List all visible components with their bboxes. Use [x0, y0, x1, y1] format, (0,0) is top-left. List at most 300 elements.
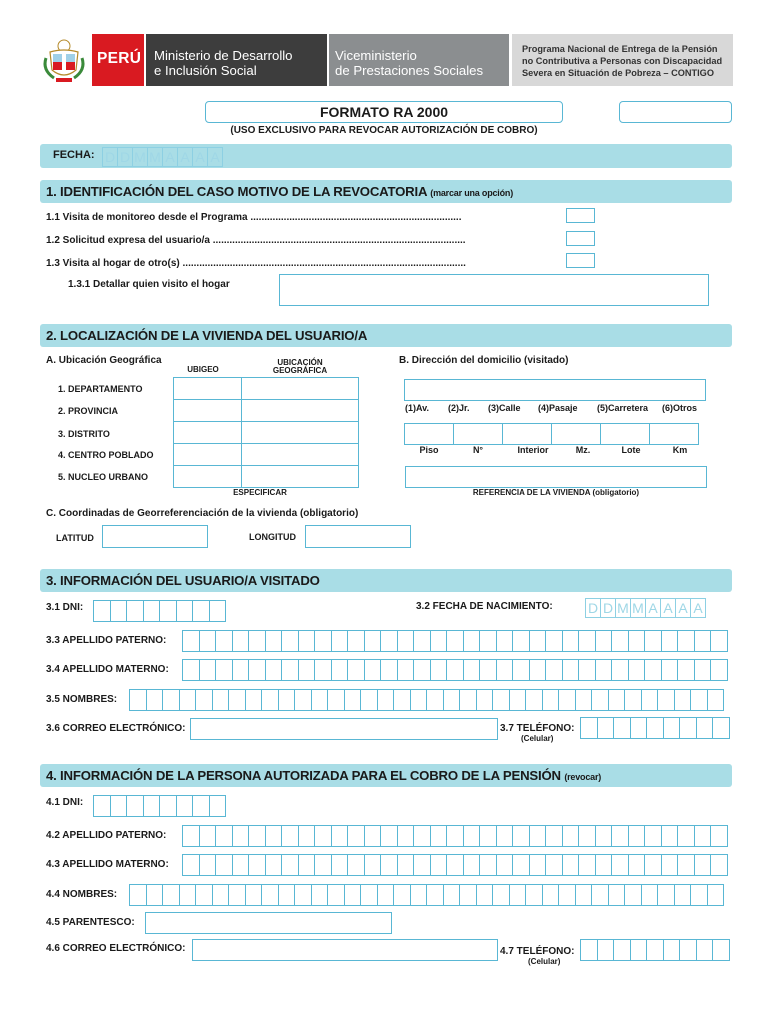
char-cell[interactable]: [463, 854, 481, 876]
piso-input[interactable]: [404, 423, 454, 445]
viceministry-block: [329, 34, 509, 86]
s4-dni-input[interactable]: [93, 795, 225, 817]
char-cell[interactable]: [545, 659, 563, 681]
char-cell[interactable]: [195, 884, 213, 906]
char-cell[interactable]: [410, 689, 428, 711]
char-cell[interactable]: [248, 659, 266, 681]
char-cell[interactable]: [644, 825, 662, 847]
char-cell[interactable]: [413, 630, 431, 652]
char-cell[interactable]: [245, 689, 263, 711]
char-cell[interactable]: [578, 825, 596, 847]
char-cell[interactable]: [545, 854, 563, 876]
char-cell[interactable]: [710, 825, 728, 847]
char-cell[interactable]: [311, 689, 329, 711]
char-cell[interactable]: [232, 825, 250, 847]
char-cell[interactable]: [215, 630, 233, 652]
km-input[interactable]: [649, 423, 699, 445]
char-cell[interactable]: [595, 825, 613, 847]
char-cell[interactable]: [360, 884, 378, 906]
detail-input[interactable]: [279, 274, 709, 306]
char-cell[interactable]: [479, 659, 497, 681]
form-subtitle: (USO EXCLUSIVO PARA REVOCAR AUTORIZACIÓN DE COBRO): [230, 125, 538, 136]
char-cell[interactable]: [525, 689, 543, 711]
form-title: FORMATO RA 2000: [319, 104, 449, 120]
char-cell[interactable]: [182, 659, 200, 681]
char-cell[interactable]: [613, 939, 631, 961]
char-cell[interactable]: [377, 689, 395, 711]
char-cell[interactable]: [591, 689, 609, 711]
char-cell[interactable]: [248, 854, 266, 876]
option-1-2-checkbox[interactable]: [566, 231, 595, 246]
ubigeo-cell[interactable]: [174, 422, 242, 444]
char-cell[interactable]: [364, 825, 382, 847]
char-cell[interactable]: [558, 689, 576, 711]
char-cell[interactable]: [298, 659, 316, 681]
address-parts-row: [404, 423, 698, 445]
fecha-label: FECHA:: [53, 149, 95, 161]
char-cell[interactable]: [265, 825, 283, 847]
char-cell[interactable]: [661, 854, 679, 876]
char-cell[interactable]: [162, 689, 180, 711]
char-cell[interactable]: [298, 630, 316, 652]
char-cell[interactable]: [397, 825, 415, 847]
char-cell[interactable]: [212, 689, 230, 711]
char-cell[interactable]: [228, 689, 246, 711]
char-cell[interactable]: [430, 659, 448, 681]
char-cell[interactable]: [410, 884, 428, 906]
char-cell[interactable]: [529, 630, 547, 652]
char-cell[interactable]: [562, 630, 580, 652]
ubigeo-cell[interactable]: [174, 444, 242, 466]
char-cell[interactable]: [146, 689, 164, 711]
char-cell[interactable]: [314, 659, 332, 681]
char-cell[interactable]: [611, 630, 629, 652]
char-cell[interactable]: [182, 630, 200, 652]
char-cell[interactable]: [663, 939, 681, 961]
vice-line-2: de Prestaciones Sociales: [335, 63, 484, 78]
char-cell[interactable]: [509, 689, 527, 711]
char-cell[interactable]: [509, 884, 527, 906]
char-cell[interactable]: [710, 659, 728, 681]
char-cell[interactable]: [496, 630, 514, 652]
s3-telefono-input[interactable]: [580, 717, 729, 739]
char-cell[interactable]: [595, 854, 613, 876]
char-cell[interactable]: [476, 689, 494, 711]
ubicacion-cell[interactable]: [242, 378, 359, 400]
char-cell[interactable]: [248, 825, 266, 847]
char-cell[interactable]: [195, 689, 213, 711]
s3-ap-materno-input[interactable]: [182, 659, 727, 681]
date-digit: D: [600, 598, 616, 618]
char-cell[interactable]: [331, 630, 349, 652]
char-cell[interactable]: [677, 825, 695, 847]
char-cell[interactable]: [327, 689, 345, 711]
char-cell[interactable]: [146, 884, 164, 906]
interior-input[interactable]: [502, 423, 552, 445]
via-carretera: (5)Carretera: [597, 403, 649, 413]
char-cell[interactable]: [232, 659, 250, 681]
char-cell[interactable]: [707, 689, 725, 711]
char-cell[interactable]: [644, 630, 662, 652]
longitud-label: LONGITUD: [249, 532, 296, 542]
char-cell[interactable]: [595, 659, 613, 681]
char-cell[interactable]: [159, 795, 177, 817]
char-cell[interactable]: [644, 854, 662, 876]
char-cell[interactable]: [314, 630, 332, 652]
char-cell[interactable]: [679, 939, 697, 961]
form-code-box[interactable]: [619, 101, 732, 123]
s4-telefono-input[interactable]: [580, 939, 729, 961]
char-cell[interactable]: [446, 854, 464, 876]
char-cell[interactable]: [562, 854, 580, 876]
char-cell[interactable]: [360, 689, 378, 711]
char-cell[interactable]: [479, 854, 497, 876]
char-cell[interactable]: [578, 630, 596, 652]
char-cell[interactable]: [199, 659, 217, 681]
char-cell[interactable]: [624, 689, 642, 711]
char-cell[interactable]: [591, 884, 609, 906]
char-cell[interactable]: [311, 884, 329, 906]
date-digit: A: [162, 147, 178, 167]
char-cell[interactable]: [677, 630, 695, 652]
char-cell[interactable]: [347, 825, 365, 847]
char-cell[interactable]: [529, 659, 547, 681]
char-cell[interactable]: [630, 717, 648, 739]
char-cell[interactable]: [110, 600, 128, 622]
char-cell[interactable]: [558, 884, 576, 906]
char-cell[interactable]: [694, 630, 712, 652]
char-cell[interactable]: [393, 689, 411, 711]
char-cell[interactable]: [126, 600, 144, 622]
char-cell[interactable]: [347, 630, 365, 652]
char-cell[interactable]: [430, 854, 448, 876]
s3-fecha-nac-input[interactable]: [585, 598, 705, 618]
ubicacion-cell[interactable]: [242, 466, 359, 488]
char-cell[interactable]: [644, 659, 662, 681]
char-cell[interactable]: [575, 689, 593, 711]
char-cell[interactable]: [294, 689, 312, 711]
char-cell[interactable]: [529, 825, 547, 847]
char-cell[interactable]: [209, 600, 227, 622]
char-cell[interactable]: [199, 854, 217, 876]
char-cell[interactable]: [327, 884, 345, 906]
char-cell[interactable]: [479, 825, 497, 847]
char-cell[interactable]: [628, 630, 646, 652]
char-cell[interactable]: [298, 825, 316, 847]
char-cell[interactable]: [562, 825, 580, 847]
char-cell[interactable]: [463, 630, 481, 652]
char-cell[interactable]: [657, 884, 675, 906]
char-cell[interactable]: [143, 795, 161, 817]
option-1-1-checkbox[interactable]: [566, 208, 595, 223]
char-cell[interactable]: [265, 630, 283, 652]
coordenadas-label: C. Coordinadas de Georreferenciación de la vivienda (obligatorio): [46, 508, 359, 519]
char-cell[interactable]: [628, 659, 646, 681]
char-cell[interactable]: [364, 630, 382, 652]
char-cell[interactable]: [663, 717, 681, 739]
char-cell[interactable]: [331, 854, 349, 876]
char-cell[interactable]: [364, 659, 382, 681]
char-cell[interactable]: [661, 659, 679, 681]
char-cell[interactable]: [93, 600, 111, 622]
char-cell[interactable]: [443, 884, 461, 906]
char-cell[interactable]: [496, 854, 514, 876]
ubicacion-cell[interactable]: [242, 444, 359, 466]
char-cell[interactable]: [199, 630, 217, 652]
char-cell[interactable]: [162, 884, 180, 906]
char-cell[interactable]: [413, 825, 431, 847]
char-cell[interactable]: [479, 630, 497, 652]
char-cell[interactable]: [712, 717, 730, 739]
char-cell[interactable]: [525, 884, 543, 906]
char-cell[interactable]: [215, 854, 233, 876]
s3-celular-label: (Celular): [521, 734, 554, 743]
char-cell[interactable]: [542, 884, 560, 906]
char-cell[interactable]: [176, 795, 194, 817]
char-cell[interactable]: [628, 825, 646, 847]
char-cell[interactable]: [476, 884, 494, 906]
char-cell[interactable]: [595, 630, 613, 652]
section4-note: (revocar): [564, 772, 602, 782]
char-cell[interactable]: [331, 825, 349, 847]
char-cell[interactable]: [608, 689, 626, 711]
char-cell[interactable]: [347, 659, 365, 681]
lote-input[interactable]: [600, 423, 650, 445]
char-cell[interactable]: [459, 884, 477, 906]
char-cell[interactable]: [344, 689, 362, 711]
char-cell[interactable]: [679, 717, 697, 739]
char-cell[interactable]: [443, 689, 461, 711]
char-cell[interactable]: [413, 659, 431, 681]
char-cell[interactable]: [179, 884, 197, 906]
char-cell[interactable]: [463, 825, 481, 847]
char-cell[interactable]: [426, 689, 444, 711]
char-cell[interactable]: [611, 825, 629, 847]
char-cell[interactable]: [143, 600, 161, 622]
char-cell[interactable]: [677, 854, 695, 876]
char-cell[interactable]: [512, 825, 530, 847]
char-cell[interactable]: [192, 795, 210, 817]
char-cell[interactable]: [463, 659, 481, 681]
char-cell[interactable]: [215, 659, 233, 681]
char-cell[interactable]: [657, 689, 675, 711]
option-1-3-label: 1.3 Visita al hogar de otro(s) ......................................................................................................: [46, 258, 466, 269]
vice-line-1: Viceministerio: [335, 48, 417, 63]
char-cell[interactable]: [430, 630, 448, 652]
char-cell[interactable]: [129, 884, 147, 906]
char-cell[interactable]: [710, 854, 728, 876]
char-cell[interactable]: [397, 659, 415, 681]
char-cell[interactable]: [212, 884, 230, 906]
char-cell[interactable]: [492, 884, 510, 906]
char-cell[interactable]: [110, 795, 128, 817]
char-cell[interactable]: [298, 854, 316, 876]
char-cell[interactable]: [397, 630, 415, 652]
especificar-label: ESPECIFICAR: [233, 488, 287, 497]
ubigeo-cell[interactable]: [174, 378, 242, 400]
ubigeo-cell[interactable]: [174, 400, 242, 422]
char-cell[interactable]: [179, 689, 197, 711]
longitud-input[interactable]: [305, 525, 411, 548]
char-cell[interactable]: [380, 854, 398, 876]
char-cell[interactable]: [446, 630, 464, 652]
option-1-3-checkbox[interactable]: [566, 253, 595, 268]
char-cell[interactable]: [496, 659, 514, 681]
ubigeo-cell[interactable]: [174, 466, 242, 488]
char-cell[interactable]: [710, 630, 728, 652]
s4-celular-label: (Celular): [528, 957, 561, 966]
char-cell[interactable]: [129, 689, 147, 711]
char-cell[interactable]: [597, 717, 615, 739]
char-cell[interactable]: [529, 854, 547, 876]
char-cell[interactable]: [248, 630, 266, 652]
char-cell[interactable]: [426, 884, 444, 906]
char-cell[interactable]: [674, 689, 692, 711]
char-cell[interactable]: [492, 689, 510, 711]
char-cell[interactable]: [446, 825, 464, 847]
char-cell[interactable]: [575, 884, 593, 906]
char-cell[interactable]: [126, 795, 144, 817]
char-cell[interactable]: [459, 689, 477, 711]
char-cell[interactable]: [228, 884, 246, 906]
char-cell[interactable]: [661, 825, 679, 847]
char-cell[interactable]: [690, 884, 708, 906]
char-cell[interactable]: [232, 854, 250, 876]
char-cell[interactable]: [199, 825, 217, 847]
char-cell[interactable]: [646, 939, 664, 961]
char-cell[interactable]: [245, 884, 263, 906]
char-cell[interactable]: [393, 884, 411, 906]
char-cell[interactable]: [215, 825, 233, 847]
char-cell[interactable]: [545, 825, 563, 847]
s4-ap-materno-input[interactable]: [182, 854, 727, 876]
latitud-input[interactable]: [102, 525, 208, 548]
via-otros: (6)Otros: [662, 403, 698, 413]
char-cell[interactable]: [281, 825, 299, 847]
char-cell[interactable]: [364, 854, 382, 876]
char-cell[interactable]: [380, 630, 398, 652]
char-cell[interactable]: [641, 884, 659, 906]
char-cell[interactable]: [278, 884, 296, 906]
char-cell[interactable]: [496, 825, 514, 847]
char-cell[interactable]: [182, 825, 200, 847]
char-cell[interactable]: [624, 884, 642, 906]
fecha-date-input[interactable]: [102, 147, 222, 167]
char-cell[interactable]: [694, 659, 712, 681]
char-cell[interactable]: [344, 884, 362, 906]
s4-parentesco-input[interactable]: [145, 912, 392, 934]
char-cell[interactable]: [628, 854, 646, 876]
char-cell[interactable]: [265, 659, 283, 681]
char-cell[interactable]: [377, 884, 395, 906]
char-cell[interactable]: [232, 630, 250, 652]
char-cell[interactable]: [712, 939, 730, 961]
char-cell[interactable]: [630, 939, 648, 961]
s4-correo-input[interactable]: [192, 939, 498, 961]
char-cell[interactable]: [192, 600, 210, 622]
char-cell[interactable]: [159, 600, 177, 622]
char-cell[interactable]: [696, 939, 714, 961]
char-cell[interactable]: [578, 659, 596, 681]
char-cell[interactable]: [314, 854, 332, 876]
char-cell[interactable]: [578, 854, 596, 876]
char-cell[interactable]: [380, 825, 398, 847]
direccion-input[interactable]: [404, 379, 706, 401]
char-cell[interactable]: [182, 854, 200, 876]
char-cell[interactable]: [562, 659, 580, 681]
s4-ap-paterno-input[interactable]: [182, 825, 727, 847]
char-cell[interactable]: [542, 689, 560, 711]
row-centro-poblado: 4. CENTRO POBLADO: [58, 450, 154, 460]
char-cell[interactable]: [611, 854, 629, 876]
char-cell[interactable]: [677, 659, 695, 681]
date-digit: D: [102, 147, 118, 167]
char-cell[interactable]: [430, 825, 448, 847]
char-cell[interactable]: [294, 884, 312, 906]
char-cell[interactable]: [597, 939, 615, 961]
char-cell[interactable]: [281, 630, 299, 652]
char-cell[interactable]: [93, 795, 111, 817]
char-cell[interactable]: [265, 854, 283, 876]
char-cell[interactable]: [694, 825, 712, 847]
char-cell[interactable]: [707, 884, 725, 906]
char-cell[interactable]: [261, 689, 279, 711]
s4-ap-materno-label: 4.3 APELLIDO MATERNO:: [46, 859, 169, 870]
char-cell[interactable]: [646, 717, 664, 739]
char-cell[interactable]: [278, 689, 296, 711]
date-digit: A: [177, 147, 193, 167]
referencia-input[interactable]: [405, 466, 707, 488]
char-cell[interactable]: [397, 854, 415, 876]
ubicacion-cell[interactable]: [242, 400, 359, 422]
s3-ap-paterno-input[interactable]: [182, 630, 727, 652]
numero-input[interactable]: [453, 423, 503, 445]
char-cell[interactable]: [281, 659, 299, 681]
char-cell[interactable]: [580, 717, 598, 739]
s3-dni-input[interactable]: [93, 600, 225, 622]
char-cell[interactable]: [512, 854, 530, 876]
char-cell[interactable]: [608, 884, 626, 906]
char-cell[interactable]: [674, 884, 692, 906]
char-cell[interactable]: [176, 600, 194, 622]
char-cell[interactable]: [512, 630, 530, 652]
char-cell[interactable]: [690, 689, 708, 711]
char-cell[interactable]: [413, 854, 431, 876]
char-cell[interactable]: [331, 659, 349, 681]
char-cell[interactable]: [261, 884, 279, 906]
char-cell[interactable]: [661, 630, 679, 652]
mz-input[interactable]: [551, 423, 601, 445]
s3-correo-input[interactable]: [190, 718, 498, 740]
char-cell[interactable]: [613, 717, 631, 739]
char-cell[interactable]: [696, 717, 714, 739]
char-cell[interactable]: [281, 854, 299, 876]
char-cell[interactable]: [545, 630, 563, 652]
char-cell[interactable]: [694, 854, 712, 876]
char-cell[interactable]: [641, 689, 659, 711]
char-cell[interactable]: [611, 659, 629, 681]
s4-nombres-input[interactable]: [129, 884, 723, 906]
char-cell[interactable]: [446, 659, 464, 681]
char-cell[interactable]: [380, 659, 398, 681]
char-cell[interactable]: [512, 659, 530, 681]
char-cell[interactable]: [314, 825, 332, 847]
char-cell[interactable]: [580, 939, 598, 961]
s3-nombres-input[interactable]: [129, 689, 723, 711]
ubicacion-cell[interactable]: [242, 422, 359, 444]
char-cell[interactable]: [347, 854, 365, 876]
char-cell[interactable]: [209, 795, 227, 817]
